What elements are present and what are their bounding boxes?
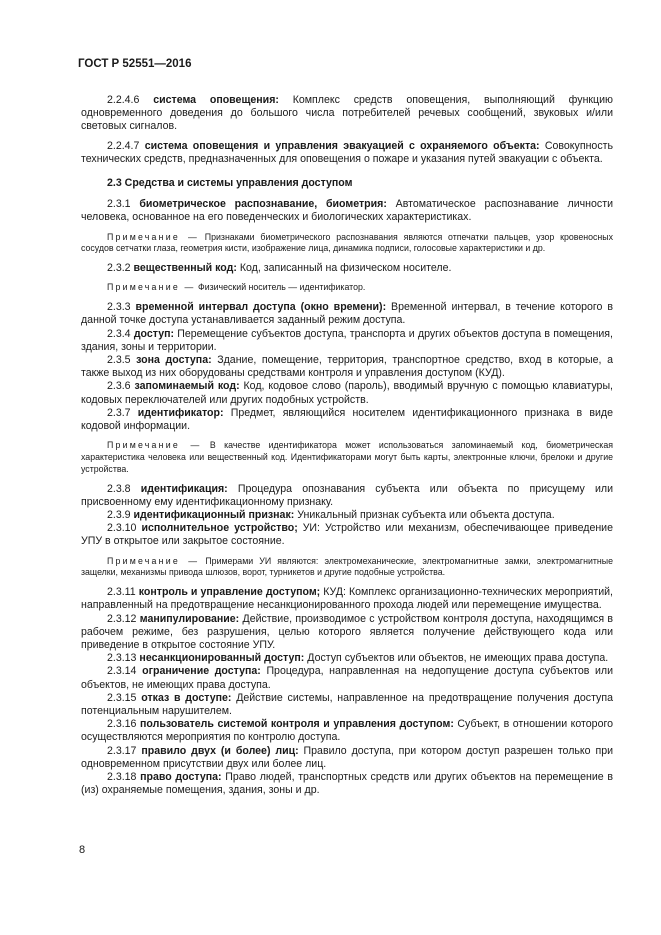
definition-paragraph	[81, 509, 613, 522]
clause-number: 2.2.4.6	[107, 94, 140, 106]
definition-paragraph	[81, 771, 613, 797]
term: запоминаемый код:	[134, 380, 240, 393]
note-label: Примечание —	[107, 282, 196, 293]
clause-number: 2.3.6	[107, 380, 131, 393]
term: доступ:	[133, 327, 175, 340]
clause-number: 2.3.14	[107, 665, 137, 678]
document-body	[81, 94, 613, 798]
term: биометрическое распознавание, биометрия:	[139, 198, 387, 211]
definition-text: Субъект, в отношении которого осуществляются мероприятия по контролю доступа.	[81, 718, 613, 744]
definition-text: Действие системы, направленное на предотвращение получения доступа потенциальным нарушителем.	[81, 691, 613, 718]
clause-number: 2.3.17	[107, 744, 137, 757]
definition-text: Право людей, транспортных средств или других объектов на перемещение в (из) охраняемые помещения, здания, зоны и др.	[81, 771, 613, 797]
term: отказ в доступе:	[141, 691, 232, 704]
definition-text: Автоматическое распознавание личности человека, основанное на его поведенческих и биологических характеристиках.	[81, 198, 613, 224]
definition-text: Уникальный признак субъекта или объекта доступа.	[294, 509, 555, 522]
note	[81, 232, 613, 256]
definition-paragraph	[81, 586, 613, 612]
clause-number: 2.3.18	[107, 771, 137, 784]
term: ограничение доступа:	[142, 665, 261, 678]
definition-paragraph	[81, 718, 613, 744]
definition-paragraph	[81, 354, 613, 380]
clause-number: 2.3.1	[107, 198, 131, 211]
definition-text: Процедура опознавания субъекта или объекта по присущему или присвоенному ему идентификационному признаку.	[81, 482, 613, 508]
note	[81, 556, 613, 580]
definition-text: Совокупность технических средств, предназначенных для оповещения о пожаре и указания путей эвакуации с объекта.	[81, 139, 613, 165]
definition-paragraph	[81, 665, 613, 691]
term: вещественный код:	[133, 262, 237, 275]
clause-number: 2.3.9	[107, 509, 131, 522]
definition-paragraph	[81, 380, 613, 406]
term: зона доступа:	[136, 354, 212, 367]
note-label: Примечание —	[107, 555, 200, 566]
note-text: Примерами УИ являются: электромеханические, электромагнитные замки, электромагнитные защелки, механизмы привода шлюзов, ворот, турникетов и другие подобные устройства.	[81, 555, 613, 578]
term: несанкционированный доступ:	[139, 652, 305, 665]
definition-paragraph	[81, 198, 613, 224]
term: временной интервал доступа (окно времени):	[135, 301, 387, 314]
note	[81, 440, 613, 475]
definition-text: Перемещение субъектов доступа, транспорта и других объектов доступа в помещения, здания, зоны и территории.	[81, 327, 613, 353]
note-text: Признаками биометрического распознавания являются отпечатки пальцев, узор кровеносных сосудов сетчатки глаза, геометрия кисти, изображение лица, динамика подписи, голосовые характеристики и др.	[81, 231, 613, 254]
definition-text: Доступ субъектов или объектов, не имеющих права доступа.	[304, 652, 609, 665]
definition-text: Правило доступа, при котором доступ разрешен только при одновременном присутствии двух или более лиц.	[81, 744, 613, 770]
note-text: В качестве идентификатора может использоваться запоминаемый код, биометрическая характеристика человека или вещественный код. Идентификаторами могут быть карты, электронные ключи, брелоки и другие устройства.	[81, 440, 614, 474]
definition-text: Действие, производимое с устройством контроля доступа, находящимся в рабочем режиме, без разрушения, целью которого является получение действующего кода или приведение в открытое состояние УПУ.	[81, 612, 613, 652]
document-header: ГОСТ Р 52551—2016	[78, 58, 192, 70]
definition-paragraph	[81, 692, 613, 718]
clause-number: 2.3.11	[107, 586, 136, 599]
clause-number: 2.3.15	[107, 691, 137, 704]
clause-number: 2.3.10	[107, 522, 137, 535]
clause-number: 2.3.7	[107, 406, 131, 419]
term: исполнительное устройство;	[141, 522, 298, 535]
definition-text: Код, записанный на физическом носителе.	[236, 262, 452, 275]
definition-text: Предмет, являющийся носителем идентификационного признака в виде кодовой информации.	[81, 406, 613, 433]
definition-text: Процедура, направленная на недопущение доступа субъектов или объектов, не имеющих права доступа.	[81, 665, 613, 691]
clause-number: 2.3.16	[107, 718, 137, 731]
clause-number: 2.3.8	[107, 482, 131, 495]
term: право доступа:	[140, 771, 222, 784]
note-label: Примечание —	[107, 440, 202, 451]
definition-paragraph	[81, 262, 613, 275]
definition-text: КУД: Комплекс организационно-технических мероприятий, направленный на предотвращение несанкционированного прохода людей или перемещение имущества.	[81, 586, 613, 612]
clause-number: 2.3.13	[107, 652, 137, 665]
section-title: 2.3 Средства и системы управления доступом	[107, 177, 353, 190]
definition-paragraph	[81, 328, 613, 354]
term: система оповещения:	[153, 94, 279, 106]
term: идентификатор:	[137, 406, 224, 419]
term: манипулирование:	[139, 612, 240, 625]
definition-text: Комплекс средств оповещения, выполняющий функцию одновременного доведения до большого числа потребителей речевых сообщений, звуковых и/или световых сигналов.	[81, 94, 613, 133]
clause-number: 2.3.3	[107, 301, 131, 314]
note-label: Примечание —	[107, 231, 199, 242]
definition-paragraph	[81, 407, 613, 433]
page-number: 8	[79, 844, 86, 856]
definition-text: Здание, помещение, территория, транспортное средство, вход в которые, а также выход из них оборудованы средствами контроля и управления доступом (КУД).	[81, 354, 613, 380]
definition-text: Временной интервал, в течение которого в данной точке доступа устанавливается заданный режим доступа.	[81, 301, 613, 327]
definition-paragraph	[81, 301, 613, 327]
definition-paragraph	[81, 613, 613, 653]
definition-paragraph	[81, 140, 613, 166]
term: система оповещения и управления эвакуацией с охраняемого объекта:	[144, 139, 540, 152]
definition-paragraph	[81, 94, 613, 134]
definition-text: Код, кодовое слово (пароль), вводимый вручную с помощью клавиатуры, кодовых переключателей или других подобных устройств.	[81, 380, 613, 406]
clause-number: 2.3.5	[107, 354, 131, 367]
term: правило двух (и более) лиц:	[141, 744, 299, 757]
clause-number: 2.3.12	[107, 612, 137, 625]
definition-paragraph	[81, 652, 613, 665]
clause-number: 2.3.2	[107, 262, 131, 275]
clause-number: 2.2.4.7	[107, 139, 140, 152]
definition-text: УИ: Устройство или механизм, обеспечивающее приведение УПУ в открытое или закрытое состояние.	[81, 522, 613, 548]
term: пользователь системой контроля и управления доступом:	[140, 718, 454, 731]
term: контроль и управление доступом;	[138, 586, 321, 599]
definition-paragraph	[81, 745, 613, 771]
definition-paragraph	[81, 483, 613, 509]
term: идентификация:	[140, 482, 228, 495]
note-text: Физический носитель — идентификатор.	[195, 282, 366, 293]
term: идентификационный признак:	[133, 509, 295, 522]
clause-number: 2.3.4	[107, 327, 131, 340]
definition-paragraph	[81, 522, 613, 548]
note	[81, 282, 613, 294]
